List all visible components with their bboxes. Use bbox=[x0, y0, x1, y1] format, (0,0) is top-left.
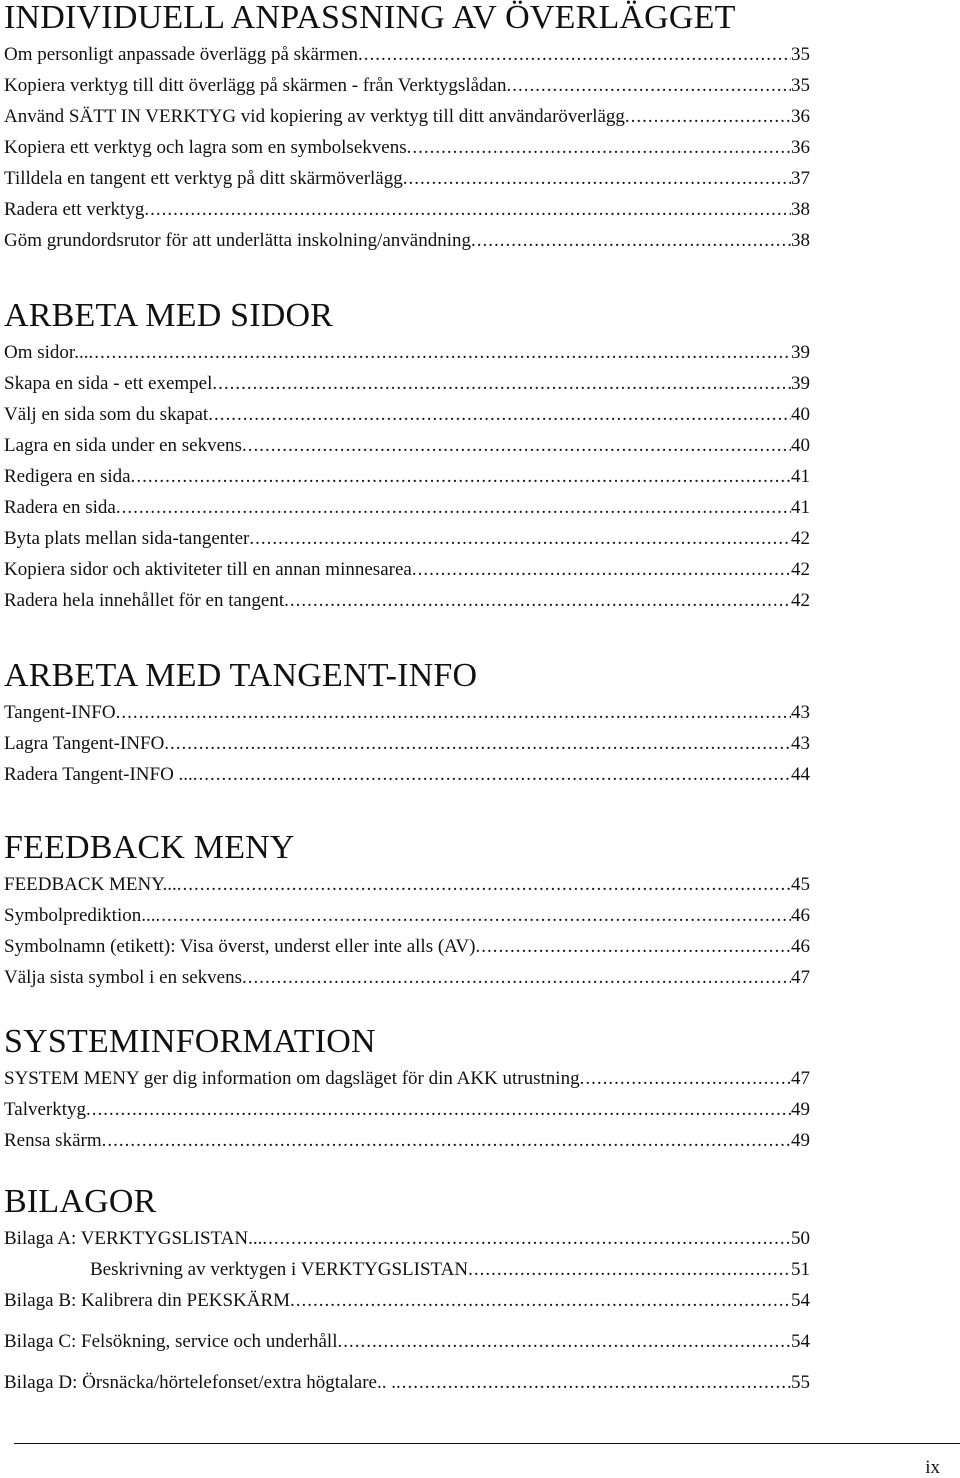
toc-entry-page: 39 bbox=[791, 373, 810, 394]
toc-entry[interactable] bbox=[4, 733, 810, 764]
toc-entry-title: Om personligt anpassade överlägg på skärmen bbox=[4, 44, 359, 65]
toc-entry[interactable] bbox=[4, 1259, 810, 1290]
dot-leader bbox=[468, 1259, 791, 1281]
toc-entry-page: 42 bbox=[791, 528, 810, 549]
toc-entry-title: Radera en sida bbox=[4, 497, 116, 518]
toc-entry-page: 42 bbox=[791, 590, 810, 611]
toc-entry-page: 54 bbox=[791, 1290, 810, 1311]
toc-entry-title: Bilaga C: Felsökning, service och underhåll bbox=[4, 1331, 338, 1352]
toc-entry-page: 55 bbox=[791, 1372, 810, 1393]
dot-leader bbox=[116, 702, 791, 724]
toc-entry-title: SYSTEM MENY ger dig information om dagsläget för din AKK utrustning bbox=[4, 1068, 580, 1089]
dot-leader bbox=[580, 1068, 791, 1090]
toc-entry-page: 49 bbox=[791, 1099, 810, 1120]
toc-entry[interactable] bbox=[4, 1372, 810, 1403]
dot-leader bbox=[144, 199, 791, 221]
toc-entry-page: 47 bbox=[791, 1068, 810, 1089]
dot-leader bbox=[212, 373, 791, 395]
dot-leader bbox=[262, 1228, 791, 1250]
toc-entry-page: 46 bbox=[791, 905, 810, 926]
dot-leader bbox=[242, 435, 791, 457]
toc-entry-page: 40 bbox=[791, 435, 810, 456]
toc-entry-page: 46 bbox=[791, 936, 810, 957]
toc-entry-page: 42 bbox=[791, 559, 810, 580]
dot-leader bbox=[242, 967, 791, 989]
toc-entry-title: Tangent-INFO bbox=[4, 702, 116, 723]
toc-entry-page: 35 bbox=[791, 44, 810, 65]
toc-section-feedback-meny bbox=[4, 830, 810, 998]
toc-entry[interactable] bbox=[4, 199, 810, 230]
section-title: ARBETA MED TANGENT-INFO bbox=[4, 657, 478, 694]
toc-entry-page: 54 bbox=[791, 1331, 810, 1352]
toc-entry-title: Rensa skärm bbox=[4, 1130, 102, 1151]
toc-entry[interactable] bbox=[4, 874, 810, 905]
toc-entries bbox=[4, 1228, 810, 1403]
toc-section-tangent-info bbox=[4, 658, 810, 795]
toc-entry-page: 39 bbox=[791, 342, 810, 363]
toc-entry-page: 36 bbox=[791, 106, 810, 127]
toc-entry-title: Välj en sida som du skapat bbox=[4, 404, 209, 425]
dot-leader bbox=[249, 528, 791, 550]
toc-entry-page: 43 bbox=[791, 702, 810, 723]
toc-entry-title: Redigera en sida bbox=[4, 466, 131, 487]
toc-entry-title: Bilaga A: VERKTYGSLISTAN... bbox=[4, 1228, 263, 1249]
page-number: ix bbox=[925, 1457, 940, 1478]
toc-entry-title: Radera hela innehållet för en tangent bbox=[4, 590, 285, 611]
toc-entry-page: 36 bbox=[791, 137, 810, 158]
toc-entry[interactable] bbox=[4, 528, 810, 559]
toc-entry-title: Bilaga D: Örsnäcka/hörtelefonset/extra högtalare.. . bbox=[4, 1372, 396, 1393]
section-title: BILAGOR bbox=[4, 1183, 157, 1220]
dot-leader bbox=[86, 1099, 791, 1121]
toc-entry-title: Göm grundordsrutor för att underlätta inskolning/användning bbox=[4, 230, 471, 251]
toc-entry-page: 45 bbox=[791, 874, 810, 895]
toc-entry-page: 50 bbox=[791, 1228, 810, 1249]
toc-entry[interactable] bbox=[4, 435, 810, 466]
toc-entry[interactable] bbox=[4, 1290, 810, 1331]
toc-section-individuell-anpassning bbox=[4, 0, 810, 261]
dot-leader bbox=[155, 905, 791, 927]
toc-entry-title: Använd SÄTT IN VERKTYG vid kopiering av verktyg till ditt användaröverlägg bbox=[4, 106, 625, 127]
toc-entry-page: 37 bbox=[791, 168, 810, 189]
toc-entry[interactable] bbox=[4, 905, 810, 936]
toc-section-arbeta-med-sidor bbox=[4, 298, 810, 621]
dot-leader bbox=[284, 590, 791, 612]
dot-leader bbox=[208, 404, 791, 426]
dot-leader bbox=[88, 342, 791, 364]
toc-entry-title: Symbolprediktion... bbox=[4, 905, 156, 926]
toc-entry-page: 40 bbox=[791, 404, 810, 425]
toc-entry-page: 35 bbox=[791, 75, 810, 96]
dot-leader bbox=[475, 936, 791, 958]
toc-entry[interactable] bbox=[4, 702, 810, 733]
toc-entry-page: 38 bbox=[791, 199, 810, 220]
toc-entry[interactable] bbox=[4, 466, 810, 497]
toc-entry[interactable] bbox=[4, 1130, 810, 1161]
toc-entries bbox=[4, 702, 810, 795]
dot-leader bbox=[358, 44, 791, 66]
dot-leader bbox=[625, 106, 791, 128]
toc-entry[interactable] bbox=[4, 230, 810, 261]
dot-leader bbox=[177, 874, 791, 896]
section-title: FEEDBACK MENY bbox=[4, 829, 295, 866]
dot-leader bbox=[412, 559, 791, 581]
toc-entry-title: Skapa en sida - ett exempel bbox=[4, 373, 213, 394]
dot-leader bbox=[102, 1130, 791, 1152]
dot-leader bbox=[131, 466, 791, 488]
toc-entries bbox=[4, 44, 810, 261]
dot-leader bbox=[471, 230, 791, 252]
toc-entry-title: Lagra en sida under en sekvens bbox=[4, 435, 242, 456]
toc-entry[interactable] bbox=[4, 1068, 810, 1099]
toc-entry[interactable] bbox=[4, 1228, 810, 1259]
toc-entry-title: Byta plats mellan sida-tangenter bbox=[4, 528, 250, 549]
toc-entry-title: Beskrivning av verktygen i VERKTYGSLISTAN bbox=[90, 1259, 469, 1280]
toc-entry-page: 43 bbox=[791, 733, 810, 754]
section-title: INDIVIDUELL ANPASSNING AV ÖVERLÄGGET bbox=[4, 0, 736, 36]
toc-entry-title: Kopiera ett verktyg och lagra som en symbolsekvens bbox=[4, 137, 407, 158]
toc-entry-title: Tilldela en tangent ett verktyg på ditt skärmöverlägg bbox=[4, 168, 403, 189]
toc-entry[interactable] bbox=[4, 936, 810, 967]
dot-leader bbox=[396, 1372, 791, 1394]
toc-entry[interactable] bbox=[4, 967, 810, 998]
toc-entry[interactable] bbox=[4, 44, 810, 75]
toc-entry-title: Talverktyg bbox=[4, 1099, 87, 1120]
dot-leader bbox=[403, 168, 791, 190]
toc-entry-title: Välja sista symbol i en sekvens bbox=[4, 967, 242, 988]
toc-section-bilagor bbox=[4, 1184, 810, 1403]
toc-entry[interactable] bbox=[4, 373, 810, 404]
toc-entry[interactable] bbox=[4, 1099, 810, 1130]
toc-entry[interactable] bbox=[4, 137, 810, 168]
toc-entry-page: 47 bbox=[791, 967, 810, 988]
toc-entry[interactable] bbox=[4, 75, 810, 106]
toc-entry[interactable] bbox=[4, 590, 810, 621]
toc-entries bbox=[4, 874, 810, 998]
toc-entries bbox=[4, 342, 810, 621]
dot-leader bbox=[116, 497, 791, 519]
toc-entry-title: FEEDBACK MENY... bbox=[4, 874, 177, 895]
toc-entry[interactable] bbox=[4, 764, 810, 795]
toc-entry[interactable] bbox=[4, 404, 810, 435]
toc-entry-title: Radera ett verktyg bbox=[4, 199, 145, 220]
toc-entry-title: Radera Tangent-INFO ... bbox=[4, 764, 193, 785]
dot-leader bbox=[407, 137, 791, 159]
toc-section-systeminformation bbox=[4, 1024, 810, 1161]
toc-entry-title: Lagra Tangent-INFO bbox=[4, 733, 165, 754]
footer-rule bbox=[14, 1443, 960, 1444]
toc-entry[interactable] bbox=[4, 497, 810, 528]
toc-entry[interactable] bbox=[4, 1331, 810, 1372]
toc-entry-page: 38 bbox=[791, 230, 810, 251]
section-title: SYSTEMINFORMATION bbox=[4, 1023, 376, 1060]
toc-entry[interactable] bbox=[4, 342, 810, 373]
toc-entries bbox=[4, 1068, 810, 1161]
toc-entry-title: Kopiera sidor och aktiviteter till en annan minnesarea bbox=[4, 559, 412, 580]
dot-leader bbox=[164, 733, 791, 755]
dot-leader bbox=[337, 1331, 791, 1353]
toc-entry-title: Om sidor... bbox=[4, 342, 89, 363]
toc-entry[interactable] bbox=[4, 559, 810, 590]
dot-leader bbox=[290, 1290, 791, 1312]
toc-entry-page: 51 bbox=[791, 1259, 810, 1280]
toc-entry-title: Bilaga B: Kalibrera din PEKSKÄRM bbox=[4, 1290, 291, 1311]
toc-entry-page: 44 bbox=[791, 764, 810, 785]
section-title: ARBETA MED SIDOR bbox=[4, 297, 334, 334]
toc-entry[interactable] bbox=[4, 106, 810, 137]
toc-entry-page: 49 bbox=[791, 1130, 810, 1151]
dot-leader bbox=[506, 75, 791, 97]
toc-entry-page: 41 bbox=[791, 466, 810, 487]
toc-entry-title: Symbolnamn (etikett): Visa överst, underst eller inte alls (AV) bbox=[4, 936, 476, 957]
dot-leader bbox=[193, 764, 791, 786]
toc-entry[interactable] bbox=[4, 168, 810, 199]
toc-entry-page: 41 bbox=[791, 497, 810, 518]
toc-entry-title: Kopiera verktyg till ditt överlägg på skärmen - från Verktygslådan bbox=[4, 75, 507, 96]
